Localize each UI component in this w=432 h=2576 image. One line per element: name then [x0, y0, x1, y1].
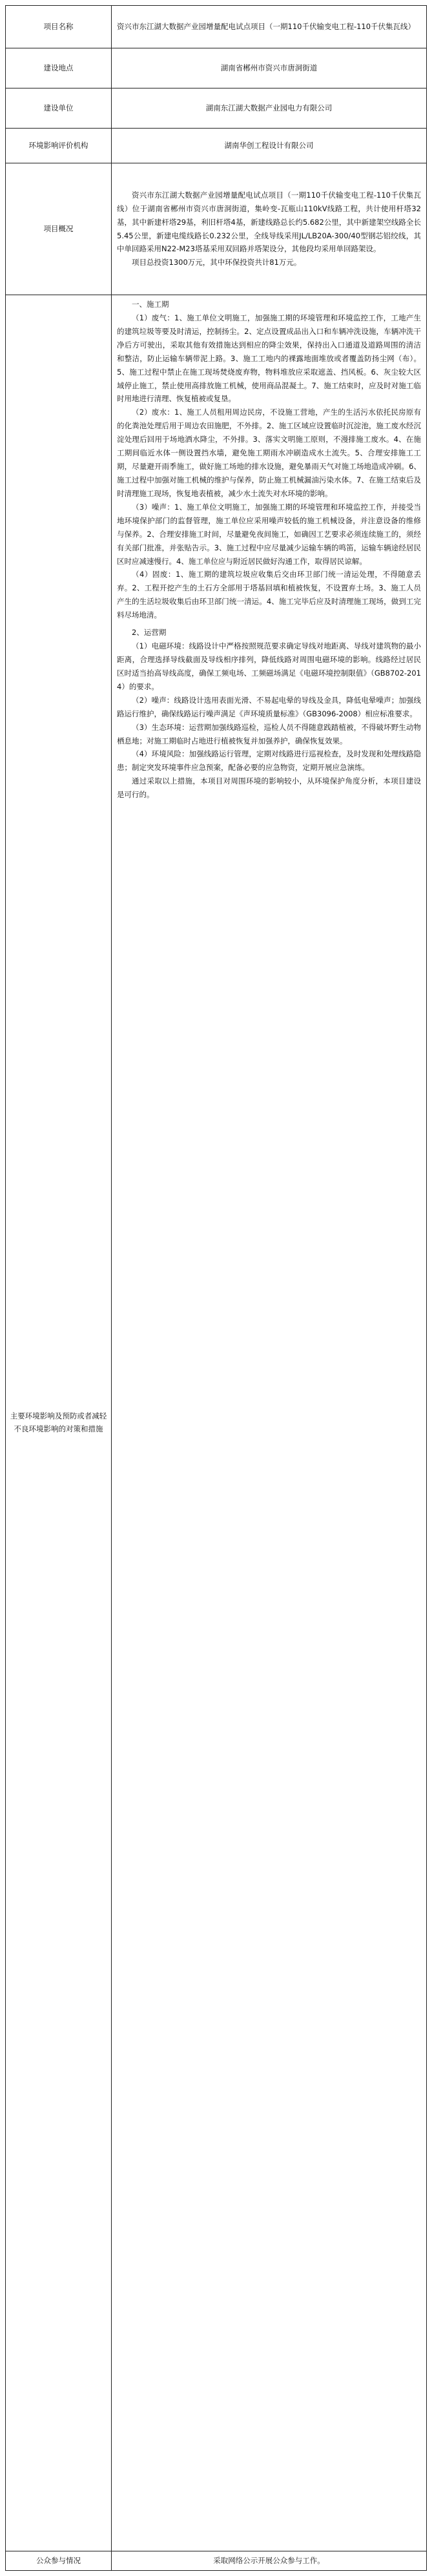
table-row — [6, 88, 427, 129]
table-row — [6, 6, 427, 48]
row-label-eia-agency: 环境影响评价机构 — [6, 129, 112, 163]
measures-paragraph: （4）固废：1、施工期的建筑垃圾应收集后交由环卫部门统一清运处理，不得随意丢弃。2、工程开挖产生的土石方全部用于塔基回填和植被恢复，不设置弃土场。3、施工人员产生的生活垃圾收集后由环卫部门统一清运。4、施工完毕后应及时清理施工现场，做到工完料尽场地清。 — [117, 570, 421, 620]
table-row — [6, 163, 427, 295]
row-label-public-participation: 公众参与情况 — [6, 2551, 112, 2571]
overview-paragraph: 项目总投资1300万元，其中环保投资共计81万元。 — [132, 258, 302, 267]
section-heading: 一、施工期 — [132, 300, 169, 309]
measures-paragraph: （4）环境风险：加强线路运行管理，定期对线路进行巡视检查，及时发现和处理线路隐患；制定突发环境事件应急预案，配备必要的应急物资，定期开展应急演练。 — [117, 749, 421, 773]
measures-paragraph: （2）噪声：线路设计选用表面光滑、不易起电晕的导线及金具，降低电晕噪声；加强线路运行维护，确保线路运行噪声满足《声环境质量标准》（GB3096-2008）相应标准要求。 — [117, 695, 421, 718]
location-value: 湖南省郴州市资兴市唐洞街道 — [112, 48, 427, 88]
table-row — [6, 295, 427, 2551]
row-label-measures: 主要环境影响及预防或者减轻不良环境影响的对策和措施 — [6, 295, 112, 2551]
overview-value — [112, 163, 427, 295]
row-label-builder: 建设单位 — [6, 88, 112, 129]
measures-paragraph: （3）噪声：1、施工单位文明施工，加强施工期的环境管理和环境监控工作，并接受当地环境保护部门的监督管理，施工单位应采用噪声较低的施工机械设备，并注意设备的维修与保养。2、合理安排施工时间，尽量避免夜间施工，如确因工艺要求必须连续施工的，须经有关部门批准，并张贴告示。3、施工过程中应尽量减少运输车辆的鸣笛，运输车辆途经居民区时应减速慢行。4、施工单位应与附近居民做好沟通工作，取得居民谅解。 — [117, 502, 421, 566]
overview-paragraph: 资兴市东江湖大数据产业园增量配电试点项目（一期110千伏输变电工程-110千伏集瓦线）位于湖南省郴州市资兴市唐洞街道，集岭变-瓦瓶山110kV线路工程，共计使用杆塔32基，其中新建杆塔29基，利旧杆塔4基，新建线路总长约5.682公里，其中新建架空线路全长5.45公里，新建电缆线路长0.232公里，全线导线采用JL/LB20A-300/40型钢芯铝绞线，其中单回路采用N22-M23塔基采用双回路并塔架设分，其他段均采用单回路架设。 — [117, 190, 421, 254]
row-label-overview: 项目概况 — [6, 163, 112, 295]
measures-paragraph: （2）废水：1、施工人员租用周边民房，不设施工营地，产生的生活污水依托民房原有的化粪池处理后用于周边农田施肥，不外排。2、施工区域应设置临时沉淀池，施工废水经沉淀处理后回用于场地洒水降尘，不外排。3、落实文明施工原则，不漫排施工废水。4、在施工期间临近水体一侧设置挡水墙，避免施工期雨水冲刷造成水土流失。5、合理安排施工工期，尽量避开雨季施工，做好施工场地的排水设施，避免暴雨天气对施工场地造成冲刷。6、施工过程中加强对施工机械的维护与保养，防止施工机械漏油污染水体。7、在施工结束后及时清理施工现场，恢复地表植被，减少水土流失对水环境的影响。 — [117, 408, 421, 498]
public-participation-value: 采取网络公示开展公众参与工作。 — [112, 2551, 427, 2571]
measures-paragraph: （1）电磁环境：线路设计中严格按照规范要求确定导线对地距离、导线对建筑物的最小距离，合理选择导线截面及导线相序排列，降低线路对周围电磁环境的影响。线路经过居民区时适当抬高导线高度，确保工频电场、工频磁场满足《电磁环境控制限值》（GB8702-2014）的要求。 — [117, 641, 421, 691]
row-label-project-name: 项目名称 — [6, 6, 112, 48]
table-row — [6, 129, 427, 163]
measures-paragraph: （1）废气：1、施工单位文明施工，加强施工期的环境管理和环境监控工作，工地产生的建筑垃圾等要及时清运，控制扬尘。2、定点设置成品出入口和车辆冲洗设施，车辆冲洗干净后方可驶出，采取其他有效措施达到相应的降尘效果，保持出入口通道及道路周围的清洁和整洁，防止运输车辆带泥上路。3、施工工地内的裸露地面堆放或者覆盖防扬尘网（布）。5、施工过程中禁止在施工现场焚烧废弃物，物料堆放应采取遮盖、挡风板。6、灰尘较大区域停止施工，禁止使用高排放施工机械，使用商品混凝土。7、施工结束时，应及时对施工临时用地进行清理、恢复植被或复垦。 — [117, 313, 421, 404]
table-row — [6, 48, 427, 88]
measures-paragraph: 通过采取以上措施，本项目对周围环境的影响较小，从环境保护角度分析，本项目建设是可行的。 — [117, 776, 421, 800]
section-heading: 2、运营期 — [132, 628, 167, 638]
project-info-table — [5, 5, 427, 2571]
table-row — [6, 2551, 427, 2571]
row-label-location: 建设地点 — [6, 48, 112, 88]
eia-agency-value: 湖南华创工程设计有限公司 — [112, 129, 427, 163]
builder-value: 湖南东江湖大数据产业园电力有限公司 — [112, 88, 427, 129]
project-name-value: 资兴市东江湖大数据产业园增量配电试点项目（一期110千伏输变电工程-110千伏集瓦线） — [112, 6, 427, 48]
measures-paragraph: （3）生态环境：运营期加强线路巡检，巡检人员不得随意践踏植被，不得破坏野生动物栖息地；对施工期临时占地进行植被恢复并加强养护，确保恢复效果。 — [117, 722, 421, 745]
measures-value — [112, 295, 427, 2551]
